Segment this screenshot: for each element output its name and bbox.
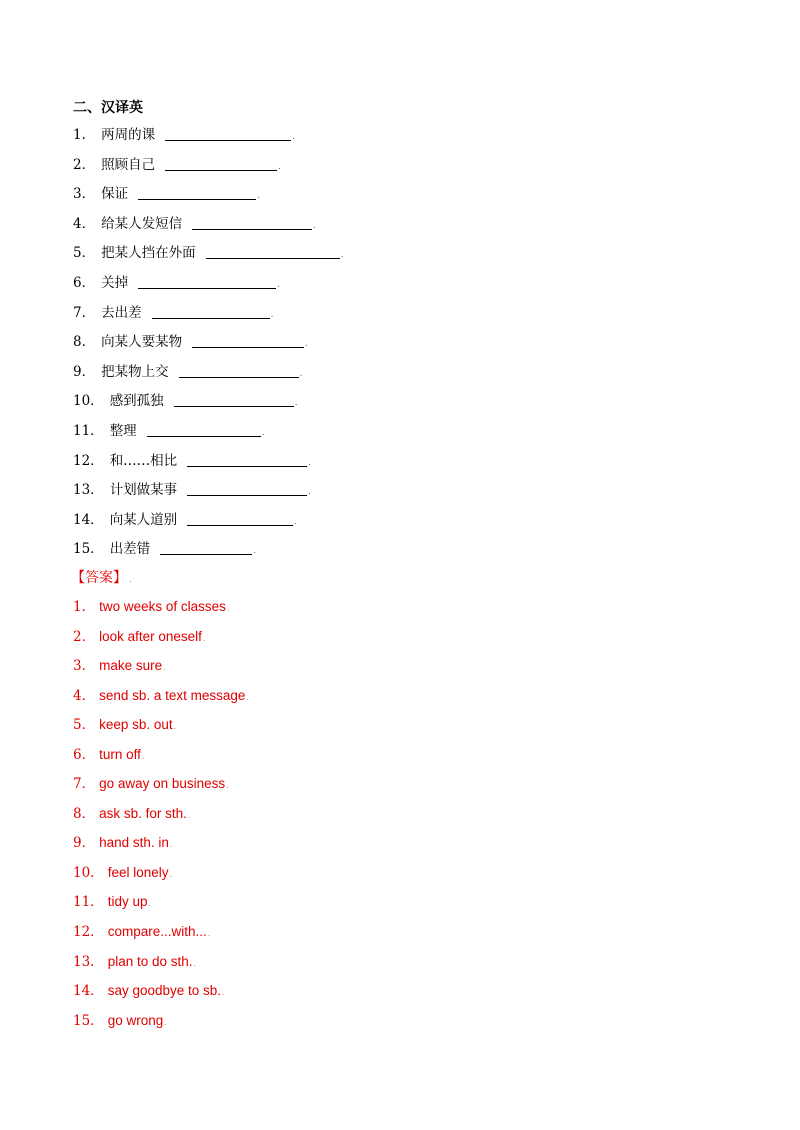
paragraph-mark: . (202, 632, 206, 643)
answer-text: ask sb. for sth. (99, 805, 187, 821)
question-number: 8． (73, 334, 96, 351)
question-text: 照顾自己 (101, 156, 156, 173)
question-item (73, 331, 343, 361)
paragraph-mark: . (222, 987, 225, 998)
answer-item (73, 804, 249, 834)
question-number: 9． (73, 363, 96, 380)
answer-number: 8． (73, 805, 96, 822)
paragraph-mark: . (169, 839, 173, 850)
answer-number: 13． (73, 953, 104, 970)
answer-item (73, 981, 249, 1011)
answer-list (73, 597, 249, 1040)
answer-blank[interactable] (179, 361, 299, 378)
question-text: 关掉 (101, 274, 129, 291)
paragraph-mark: . (299, 368, 303, 379)
answer-text: feel lonely (107, 864, 169, 880)
paragraph-mark: . (253, 546, 257, 557)
question-text: 两周的课 (101, 127, 156, 143)
question-number: 6． (73, 274, 96, 291)
answer-text: tidy up (107, 894, 148, 910)
question-number: 13． (73, 482, 104, 499)
answer-blank[interactable] (165, 124, 291, 141)
answer-number: 4． (73, 687, 96, 704)
answer-blank[interactable] (152, 302, 270, 319)
question-number: 10． (73, 393, 104, 410)
answer-blank[interactable] (206, 242, 340, 259)
paragraph-mark: . (313, 220, 316, 231)
answer-text: two weeks of classes (99, 599, 226, 614)
answer-heading (71, 567, 132, 587)
answer-text: turn off (99, 746, 141, 762)
paragraph-mark: . (187, 809, 191, 820)
answer-number: 1． (73, 599, 96, 615)
question-text: 向某人道别 (109, 511, 178, 528)
answer-text: hand sth. in (99, 835, 169, 851)
paragraph-mark: . (129, 575, 132, 585)
paragraph-mark: . (226, 780, 229, 791)
question-text: 给某人发短信 (101, 215, 183, 232)
answer-text: plan to do sth. (107, 953, 193, 969)
paragraph-mark: . (294, 398, 298, 409)
question-item (73, 509, 343, 539)
question-item (73, 213, 343, 243)
answer-text: keep sb. out (99, 717, 173, 733)
paragraph-mark: . (193, 957, 197, 968)
answer-number: 10． (73, 864, 104, 881)
paragraph-mark: . (278, 161, 281, 172)
question-item (73, 390, 343, 420)
question-text: 整理 (109, 422, 137, 439)
question-number: 4． (73, 215, 96, 232)
answer-item (73, 597, 249, 627)
answer-blank[interactable] (174, 390, 294, 407)
question-text: 出差错 (109, 541, 151, 558)
question-number: 3． (73, 186, 96, 203)
paragraph-mark: . (261, 427, 265, 438)
question-number: 14． (73, 511, 104, 528)
paragraph-mark: . (305, 339, 308, 350)
answer-number: 6． (73, 746, 96, 763)
answer-blank[interactable] (192, 213, 312, 230)
answer-number: 15． (73, 1012, 104, 1029)
answer-blank[interactable] (138, 272, 276, 289)
section-title: 二、汉译英 (73, 100, 143, 116)
answer-item (73, 952, 249, 982)
paragraph-mark: . (246, 691, 249, 702)
paragraph-mark: . (294, 516, 298, 527)
paragraph-mark: . (173, 721, 177, 732)
answer-blank[interactable] (165, 154, 277, 171)
answer-item (73, 745, 249, 775)
question-text: 和……相比 (109, 452, 178, 469)
answer-blank[interactable] (187, 479, 307, 496)
answer-number: 12． (73, 924, 104, 941)
answer-item (73, 656, 249, 686)
question-text: 保证 (101, 186, 129, 203)
answer-blank[interactable] (187, 509, 293, 526)
answer-item (73, 922, 249, 952)
question-number: 11． (73, 422, 104, 439)
answer-number: 14． (73, 983, 104, 1000)
question-text: 把某物上交 (101, 363, 169, 380)
answer-blank[interactable] (160, 538, 252, 555)
paragraph-mark: . (148, 898, 151, 909)
question-number: 12． (73, 452, 104, 469)
question-number: 7． (73, 304, 96, 321)
question-item (73, 479, 343, 509)
answer-item (73, 892, 249, 922)
paragraph-mark: . (277, 279, 280, 290)
paragraph-mark: . (226, 603, 230, 613)
question-item (73, 420, 343, 450)
answer-number: 7． (73, 776, 96, 793)
answer-text: compare...with... (107, 924, 207, 940)
question-number: 15． (73, 541, 104, 558)
paragraph-mark: . (164, 1016, 167, 1027)
paragraph-mark: . (340, 250, 344, 261)
paragraph-mark: . (207, 928, 211, 939)
paragraph-mark: . (292, 132, 295, 142)
question-item (73, 242, 343, 272)
answer-item (73, 1011, 249, 1041)
answer-blank[interactable] (192, 331, 304, 348)
question-number: 1． (73, 127, 96, 143)
answer-number: 5． (73, 717, 96, 734)
question-item (73, 154, 343, 184)
answer-number: 3． (73, 658, 96, 675)
answer-text: make sure (99, 658, 163, 674)
question-list (73, 124, 343, 568)
question-number: 5． (73, 245, 96, 262)
answer-text: go away on business (99, 776, 226, 792)
answer-text: say goodbye to sb. (107, 983, 222, 999)
question-item (73, 361, 343, 391)
answer-item (73, 627, 249, 657)
answer-number: 2． (73, 628, 96, 645)
answer-item (73, 833, 249, 863)
answer-item (73, 863, 249, 893)
question-item (73, 272, 343, 302)
answer-text: send sb. a text message (99, 687, 246, 703)
question-item (73, 302, 343, 332)
answer-blank[interactable] (138, 183, 256, 200)
question-text: 计划做某事 (109, 482, 178, 499)
answer-blank[interactable] (147, 420, 261, 437)
paragraph-mark: . (270, 309, 274, 320)
answer-item (73, 774, 249, 804)
paragraph-mark: . (163, 662, 166, 673)
answer-item (73, 686, 249, 716)
question-text: 向某人要某物 (101, 334, 183, 351)
paragraph-mark: . (169, 868, 172, 879)
answer-text: go wrong (107, 1012, 164, 1028)
answer-text: look after oneself (99, 628, 202, 644)
question-text: 把某人挡在外面 (101, 245, 196, 262)
answer-number: 9． (73, 835, 96, 852)
question-text: 去出差 (101, 304, 142, 321)
paragraph-mark: . (141, 750, 145, 761)
paragraph-mark: . (308, 457, 312, 468)
answer-item (73, 715, 249, 745)
answer-blank[interactable] (187, 450, 307, 467)
question-item (73, 124, 343, 154)
paragraph-mark: . (257, 191, 260, 202)
question-text: 感到孤独 (109, 393, 164, 410)
paragraph-mark: . (308, 487, 312, 498)
answer-number: 11． (73, 894, 104, 911)
question-item (73, 450, 343, 480)
question-item (73, 183, 343, 213)
answer-heading-label: 【答案】 (71, 570, 127, 586)
question-number: 2． (73, 156, 96, 173)
question-item (73, 538, 343, 568)
